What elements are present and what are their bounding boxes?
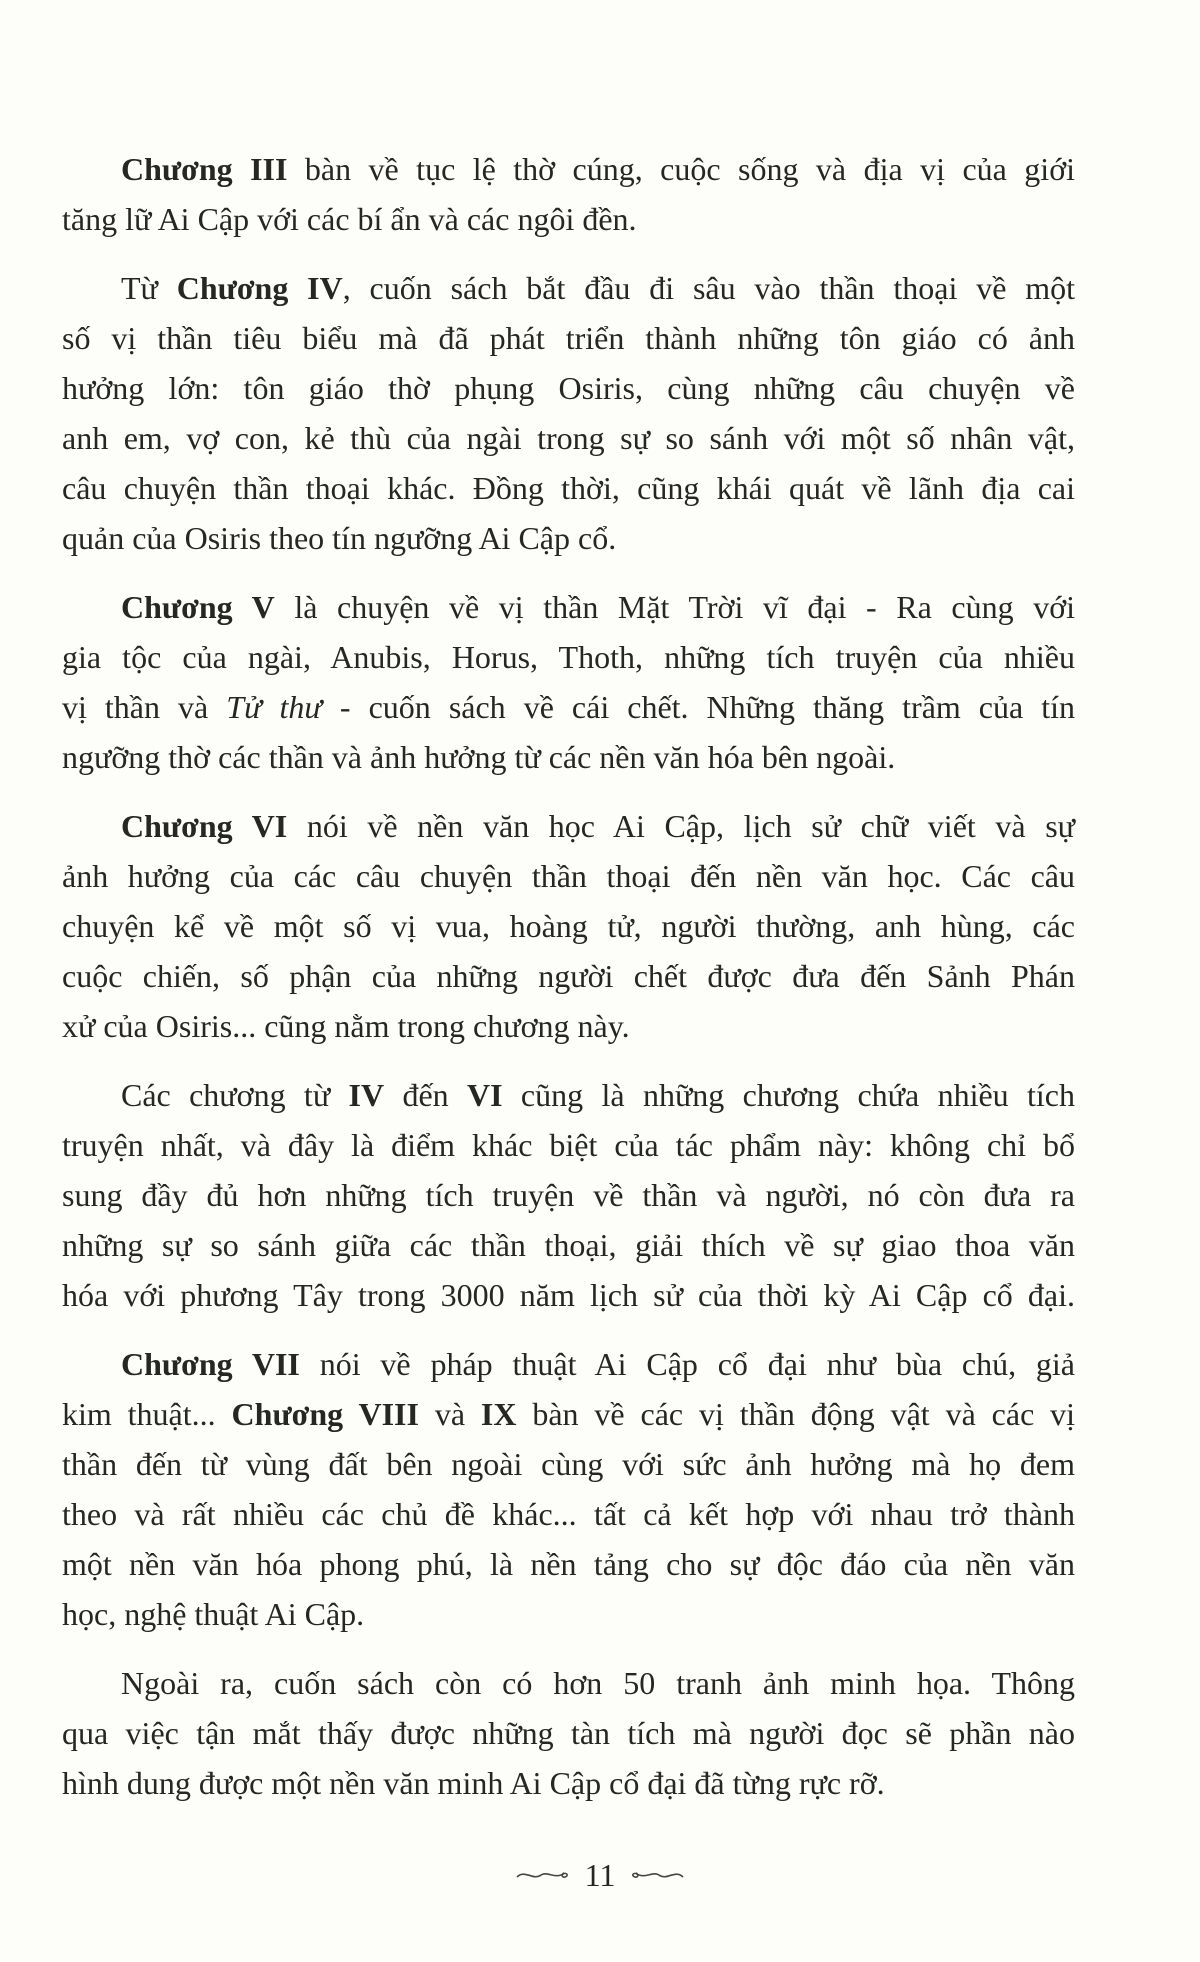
paragraph	[62, 1658, 1075, 1808]
text-line	[62, 263, 1075, 313]
paragraph	[62, 144, 1075, 244]
text-line	[62, 632, 1075, 682]
text-line	[62, 1070, 1075, 1120]
text-line	[62, 1708, 1075, 1758]
text-run: vị thần và	[62, 689, 227, 725]
text-run: nói về pháp thuật Ai Cập cổ đại như bùa chú, giả	[299, 1346, 1076, 1382]
text-line	[62, 1120, 1075, 1170]
text-line	[62, 363, 1075, 413]
page-number: 11	[584, 1857, 616, 1893]
text-run: Ngoài ra, cuốn sách còn có hơn 50 tranh ảnh minh họa. Thông	[121, 1665, 1075, 1701]
page-footer	[0, 1850, 1200, 1900]
text-run: anh em, vợ con, kẻ thù của ngài trong sự so sánh với một số nhân vật,	[62, 420, 1075, 456]
chapter-reference: Chương VII	[121, 1346, 300, 1382]
text-line	[62, 1658, 1075, 1708]
book-title: Tử thư	[226, 689, 322, 725]
text-line	[62, 1270, 1075, 1320]
text-run: những sự so sánh giữa các thần thoại, giải thích về sự giao thoa văn	[62, 1227, 1075, 1263]
text-run: chuyện kể về một số vị vua, hoàng tử, người thường, anh hùng, các	[62, 908, 1075, 944]
text-line	[62, 851, 1075, 901]
chapter-reference: Chương VIII	[231, 1396, 419, 1432]
text-run: hóa với phương Tây trong 3000 năm lịch sử của thời kỳ Ai Cập cổ đại.	[62, 1277, 1075, 1313]
page-body	[62, 144, 1075, 1827]
text-run: theo và rất nhiều các chủ đề khác... tất cả kết hợp với nhau trở thành	[62, 1496, 1075, 1532]
text-run: - cuốn sách về cái chết. Những thăng trầm của tín	[321, 689, 1076, 725]
chapter-reference: IX	[480, 1396, 517, 1432]
text-line	[62, 1389, 1075, 1439]
text-line	[62, 801, 1075, 851]
text-line	[62, 413, 1075, 463]
chapter-reference: Chương V	[121, 589, 275, 625]
paragraph	[62, 801, 1075, 1051]
chapter-reference: VI	[467, 1077, 503, 1113]
text-line	[62, 951, 1075, 1001]
paragraph	[62, 1070, 1075, 1320]
flourish-right-icon	[629, 1865, 685, 1885]
text-run: cũng là những chương chứa nhiều tích	[502, 1077, 1076, 1113]
flourish-left-icon	[515, 1865, 571, 1885]
text-line	[62, 1758, 1075, 1808]
text-run: số vị thần tiêu biểu mà đã phát triển thành những tôn giáo có ảnh	[62, 320, 1075, 356]
text-line	[62, 1539, 1075, 1589]
text-line	[62, 732, 1075, 782]
text-run: nói về nền văn học Ai Cập, lịch sử chữ viết và sự	[287, 808, 1076, 844]
paragraph	[62, 582, 1075, 782]
text-line	[62, 1170, 1075, 1220]
text-line	[62, 901, 1075, 951]
text-line	[62, 463, 1075, 513]
text-line	[62, 313, 1075, 363]
text-line	[62, 194, 1075, 244]
text-run: Từ	[121, 270, 177, 306]
text-run: thần đến từ vùng đất bên ngoài cùng với sức ảnh hưởng mà họ đem	[62, 1446, 1075, 1482]
text-line	[62, 1489, 1075, 1539]
text-run: quản của Osiris theo tín ngưỡng Ai Cập cổ.	[62, 520, 617, 556]
text-run: Các chương từ	[121, 1077, 349, 1113]
paragraph	[62, 263, 1075, 563]
text-line	[62, 582, 1075, 632]
chapter-reference: Chương III	[121, 151, 288, 187]
text-run: hưởng lớn: tôn giáo thờ phụng Osiris, cùng những câu chuyện về	[62, 370, 1075, 406]
text-run: qua việc tận mắt thấy được những tàn tích mà người đọc sẽ phần nào	[62, 1715, 1075, 1751]
text-run: , cuốn sách bắt đầu đi sâu vào thần thoại về một	[342, 270, 1076, 306]
text-run: ảnh hưởng của các câu chuyện thần thoại đến nền văn học. Các câu	[62, 858, 1075, 894]
text-line	[62, 144, 1075, 194]
text-run: truyện nhất, và đây là điểm khác biệt của tác phẩm này: không chỉ bổ	[62, 1127, 1075, 1163]
chapter-reference: Chương VI	[121, 808, 288, 844]
text-run: hình dung được một nền văn minh Ai Cập cổ đại đã từng rực rỡ.	[62, 1765, 885, 1801]
text-run: là chuyện về vị thần Mặt Trời vĩ đại - Ra cùng với	[274, 589, 1075, 625]
text-line	[62, 1220, 1075, 1270]
text-run: xử của Osiris... cũng nằm trong chương này.	[62, 1008, 630, 1044]
text-run: ngưỡng thờ các thần và ảnh hưởng từ các nền văn hóa bên ngoài.	[62, 739, 896, 775]
chapter-reference: IV	[348, 1077, 385, 1113]
text-run: sung đầy đủ hơn những tích truyện về thần và người, nó còn đưa ra	[62, 1177, 1075, 1213]
text-line	[62, 1339, 1075, 1389]
text-run: đến	[384, 1077, 468, 1113]
text-run: câu chuyện thần thoại khác. Đồng thời, cũng khái quát về lãnh địa cai	[62, 470, 1075, 506]
text-line	[62, 1001, 1075, 1051]
text-line	[62, 682, 1075, 732]
text-run: bàn về tục lệ thờ cúng, cuộc sống và địa vị của giới	[287, 151, 1076, 187]
text-line	[62, 513, 1075, 563]
paragraph	[62, 1339, 1075, 1639]
text-run: bàn về các vị thần động vật và các vị	[516, 1396, 1076, 1432]
text-run: cuộc chiến, số phận của những người chết được đưa đến Sảnh Phán	[62, 958, 1075, 994]
text-run: gia tộc của ngài, Anubis, Horus, Thoth, những tích truyện của nhiều	[62, 639, 1075, 675]
text-run: một nền văn hóa phong phú, là nền tảng cho sự độc đáo của nền văn	[62, 1546, 1075, 1582]
text-line	[62, 1439, 1075, 1489]
chapter-reference: Chương IV	[176, 270, 343, 306]
text-run: tăng lữ Ai Cập với các bí ẩn và các ngôi đền.	[62, 201, 637, 237]
text-line	[62, 1589, 1075, 1639]
text-run: kim thuật...	[62, 1396, 232, 1432]
text-run: và	[418, 1396, 481, 1432]
text-run: học, nghệ thuật Ai Cập.	[62, 1596, 365, 1632]
